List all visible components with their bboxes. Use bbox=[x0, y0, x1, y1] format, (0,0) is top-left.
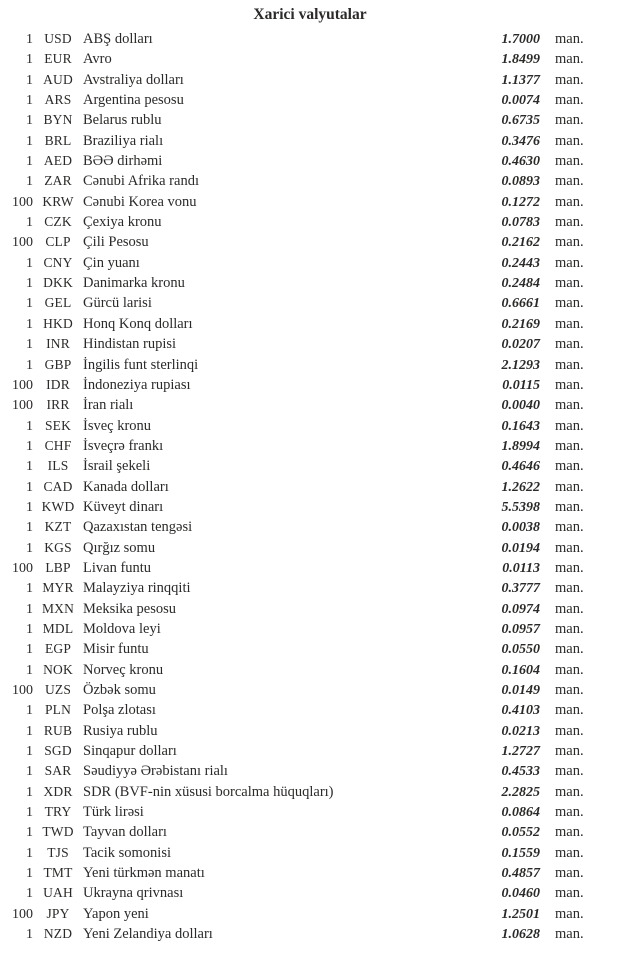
rate-value: 0.1559 bbox=[501, 845, 540, 861]
quantity-cell: 1 bbox=[26, 479, 33, 495]
quantity-cell: 1 bbox=[26, 93, 33, 109]
quantity-cell: 1 bbox=[26, 764, 33, 780]
unit-label: man. bbox=[555, 275, 584, 292]
quantity-cell: 100 bbox=[12, 398, 33, 414]
quantity-cell: 1 bbox=[26, 72, 33, 88]
rate-value: 0.0074 bbox=[501, 93, 540, 109]
currency-code: AED bbox=[43, 153, 73, 169]
currency-code: MYR bbox=[42, 580, 74, 596]
rate-value: 0.4533 bbox=[501, 764, 540, 780]
quantity-cell: 1 bbox=[26, 520, 33, 536]
unit-label: man. bbox=[555, 498, 584, 515]
rate-value: 0.0113 bbox=[502, 560, 540, 576]
currency-name: Norveç kronu bbox=[83, 661, 164, 678]
currency-name: Cənubi Korea vonu bbox=[83, 193, 197, 210]
currency-code: AUD bbox=[43, 71, 73, 87]
quantity-cell: 1 bbox=[26, 866, 33, 882]
quantity-cell: 1 bbox=[26, 744, 33, 760]
currency-code: GEL bbox=[44, 295, 72, 311]
page-title: Xarici valyutalar bbox=[253, 6, 367, 23]
quantity-cell: 1 bbox=[26, 418, 33, 434]
currency-row bbox=[0, 924, 620, 944]
quantity-cell: 1 bbox=[26, 113, 33, 129]
currency-row bbox=[0, 741, 620, 761]
currency-row bbox=[0, 599, 620, 619]
currency-name: Tacik somonisi bbox=[83, 844, 171, 861]
quantity-cell: 1 bbox=[26, 540, 33, 556]
currency-row bbox=[0, 70, 620, 90]
quantity-cell: 1 bbox=[26, 357, 33, 373]
currency-row bbox=[0, 151, 620, 171]
currency-row bbox=[0, 232, 620, 252]
currency-row bbox=[0, 253, 620, 273]
currency-row bbox=[0, 639, 620, 659]
quantity-cell: 1 bbox=[26, 276, 33, 292]
quantity-cell: 1 bbox=[26, 825, 33, 841]
currency-name: Braziliya rialı bbox=[83, 132, 164, 149]
rate-value: 0.0040 bbox=[501, 398, 540, 414]
unit-label: man. bbox=[555, 600, 584, 617]
quantity-cell: 1 bbox=[26, 174, 33, 190]
currency-code: TJS bbox=[47, 844, 69, 860]
quantity-cell: 1 bbox=[26, 215, 33, 231]
currency-code: KRW bbox=[42, 193, 74, 209]
unit-label: man. bbox=[555, 234, 584, 251]
currency-name: Hindistan rupisi bbox=[83, 336, 177, 353]
currency-name: Danimarka kronu bbox=[83, 275, 185, 292]
currency-name: Polşa zlotası bbox=[83, 702, 156, 719]
unit-label: man. bbox=[555, 132, 584, 149]
currency-code: ILS bbox=[47, 458, 69, 474]
currency-row bbox=[0, 700, 620, 720]
unit-label: man. bbox=[555, 193, 584, 210]
rate-value: 2.1293 bbox=[501, 357, 540, 373]
rate-value: 0.3777 bbox=[501, 581, 540, 597]
rate-value: 0.1272 bbox=[501, 194, 540, 210]
currency-row bbox=[0, 49, 620, 69]
currency-name: BƏƏ dirhəmi bbox=[83, 153, 163, 170]
unit-label: man. bbox=[555, 478, 584, 495]
currency-row bbox=[0, 497, 620, 517]
rate-value: 5.5398 bbox=[501, 499, 540, 515]
quantity-cell: 1 bbox=[26, 255, 33, 271]
currency-row bbox=[0, 171, 620, 191]
currency-code: CAD bbox=[43, 478, 73, 494]
rate-value: 0.0783 bbox=[501, 215, 540, 231]
currency-name: Səudiyyə Ərəbistanı rialı bbox=[83, 763, 228, 780]
currency-name: ABŞ dolları bbox=[83, 31, 153, 47]
rate-value: 0.0550 bbox=[501, 642, 540, 658]
unit-label: man. bbox=[555, 254, 584, 271]
currency-code: ZAR bbox=[44, 173, 72, 189]
rate-value: 1.1377 bbox=[501, 72, 540, 88]
currency-name: İsveçrə frankı bbox=[83, 437, 164, 454]
unit-label: man. bbox=[555, 641, 584, 658]
rate-value: 0.6661 bbox=[501, 296, 540, 312]
quantity-cell: 100 bbox=[12, 235, 33, 251]
currency-code: CZK bbox=[44, 214, 72, 230]
currency-row bbox=[0, 558, 620, 578]
quantity-cell: 1 bbox=[26, 499, 33, 515]
currency-code: NZD bbox=[43, 926, 73, 942]
currency-name: Kanada dolları bbox=[83, 478, 169, 495]
currency-name: Küveyt dinarı bbox=[83, 498, 164, 515]
unit-label: man. bbox=[555, 844, 584, 861]
unit-label: man. bbox=[555, 804, 584, 821]
quantity-cell: 1 bbox=[26, 438, 33, 454]
unit-label: man. bbox=[555, 417, 584, 434]
currency-code: CHF bbox=[44, 437, 72, 453]
currency-code: TWD bbox=[42, 824, 74, 840]
currency-row bbox=[0, 456, 620, 476]
quantity-cell: 100 bbox=[12, 194, 33, 210]
unit-label: man. bbox=[555, 783, 584, 800]
currency-row bbox=[0, 517, 620, 537]
unit-label: man. bbox=[555, 539, 584, 556]
unit-label: man. bbox=[555, 763, 584, 780]
currency-name: Moldova leyi bbox=[83, 620, 161, 637]
quantity-cell: 1 bbox=[26, 662, 33, 678]
currency-code: JPY bbox=[46, 905, 70, 921]
currency-row bbox=[0, 883, 620, 903]
currency-row bbox=[0, 477, 620, 497]
currency-row bbox=[0, 802, 620, 822]
unit-label: man. bbox=[555, 458, 584, 475]
currency-name: Gürcü larisi bbox=[83, 295, 152, 312]
currency-name: SDR (BVF-nin xüsusi borcalma hüquqları) bbox=[83, 783, 334, 800]
quantity-cell: 100 bbox=[12, 906, 33, 922]
currency-name: Çexiya kronu bbox=[83, 214, 162, 231]
currency-row bbox=[0, 822, 620, 842]
quantity-cell: 1 bbox=[26, 52, 33, 68]
currency-code: UAH bbox=[43, 885, 73, 901]
currency-row bbox=[0, 314, 620, 334]
currency-name: Özbək somu bbox=[83, 682, 156, 698]
rate-value: 0.0957 bbox=[501, 621, 540, 637]
rate-value: 1.2501 bbox=[501, 906, 540, 922]
currency-name: Yapon yeni bbox=[83, 905, 149, 922]
currency-name: Meksika pesosu bbox=[83, 600, 177, 617]
currency-row bbox=[0, 680, 620, 700]
rate-value: 0.2169 bbox=[501, 316, 540, 332]
currency-code: USD bbox=[44, 31, 72, 46]
quantity-cell: 1 bbox=[26, 337, 33, 353]
quantity-cell: 1 bbox=[26, 133, 33, 149]
unit-label: man. bbox=[555, 519, 584, 536]
rate-value: 0.4857 bbox=[501, 866, 540, 882]
currency-row bbox=[0, 293, 620, 313]
currency-name: Honq Konq dolları bbox=[83, 315, 193, 332]
currency-code: DKK bbox=[43, 275, 73, 291]
currency-row bbox=[0, 578, 620, 598]
currency-code: BYN bbox=[43, 112, 73, 128]
quantity-cell: 1 bbox=[26, 32, 33, 47]
currency-row bbox=[0, 334, 620, 354]
currency-code: GBP bbox=[44, 356, 72, 372]
rate-value: 0.3476 bbox=[501, 133, 540, 149]
currency-row bbox=[0, 660, 620, 680]
currency-name: Rusiya rublu bbox=[83, 722, 158, 739]
currency-name: Yeni Zelandiya dolları bbox=[83, 926, 213, 943]
currency-code: IRR bbox=[46, 397, 70, 413]
currency-row bbox=[0, 192, 620, 212]
currency-code: EGP bbox=[44, 641, 72, 657]
quantity-cell: 1 bbox=[26, 886, 33, 902]
currency-name: Türk lirəsi bbox=[83, 804, 144, 821]
currency-row bbox=[0, 721, 620, 741]
currency-name: İran rialı bbox=[83, 397, 134, 414]
currency-code: SGD bbox=[44, 743, 72, 759]
quantity-cell: 1 bbox=[26, 621, 33, 637]
rate-value: 0.0893 bbox=[501, 174, 540, 190]
quantity-cell: 1 bbox=[26, 296, 33, 312]
rate-value: 0.2484 bbox=[501, 276, 540, 292]
unit-label: man. bbox=[555, 905, 584, 922]
rate-value: 0.0213 bbox=[501, 723, 540, 739]
unit-label: man. bbox=[555, 865, 584, 882]
unit-label: man. bbox=[555, 214, 584, 231]
quantity-cell: 1 bbox=[26, 459, 33, 475]
currency-code: TMT bbox=[43, 865, 73, 881]
currency-row bbox=[0, 355, 620, 375]
rate-value: 0.0207 bbox=[501, 337, 540, 353]
rate-value: 0.0552 bbox=[501, 825, 540, 841]
currency-row bbox=[0, 436, 620, 456]
rate-value: 0.0974 bbox=[501, 601, 540, 617]
currency-row bbox=[0, 375, 620, 395]
unit-label: man. bbox=[555, 397, 584, 414]
currency-code: TRY bbox=[44, 804, 72, 820]
currency-name: Qazaxıstan tengəsi bbox=[83, 519, 193, 536]
rate-value: 0.4646 bbox=[501, 459, 540, 475]
rates-table bbox=[0, 29, 620, 944]
currency-code: EUR bbox=[44, 51, 72, 67]
currency-name: Avro bbox=[83, 51, 112, 68]
quantity-cell: 1 bbox=[26, 154, 33, 170]
currency-name: Qırğız somu bbox=[83, 539, 156, 556]
unit-label: man. bbox=[555, 92, 584, 109]
rate-value: 1.0628 bbox=[501, 927, 540, 943]
rate-value: 0.0115 bbox=[502, 377, 540, 393]
unit-label: man. bbox=[555, 336, 584, 353]
currency-code: MXN bbox=[41, 600, 75, 616]
currency-code: UZS bbox=[44, 682, 72, 697]
currency-name: Avstraliya dolları bbox=[83, 71, 184, 88]
currency-name: İsrail şekeli bbox=[83, 458, 151, 475]
rate-value: 0.2162 bbox=[501, 235, 540, 251]
rate-value: 1.2622 bbox=[501, 479, 540, 495]
currency-row bbox=[0, 29, 620, 49]
currency-code: HKD bbox=[43, 315, 73, 331]
currency-name: Belarus rublu bbox=[83, 112, 162, 129]
unit-label: man. bbox=[555, 295, 584, 312]
quantity-cell: 1 bbox=[26, 927, 33, 943]
currency-code: MDL bbox=[42, 620, 74, 636]
rate-value: 0.0038 bbox=[501, 520, 540, 536]
unit-label: man. bbox=[555, 31, 584, 47]
currency-name: Ukrayna qrivnası bbox=[83, 885, 184, 902]
quantity-cell: 1 bbox=[26, 642, 33, 658]
unit-label: man. bbox=[555, 356, 584, 373]
unit-label: man. bbox=[555, 743, 584, 760]
currency-row bbox=[0, 416, 620, 436]
currency-code: LBP bbox=[45, 559, 71, 575]
currency-code: KZT bbox=[44, 519, 72, 535]
currency-name: Çili Pesosu bbox=[83, 234, 149, 251]
unit-label: man. bbox=[555, 559, 584, 576]
currency-code: KGS bbox=[44, 539, 72, 555]
rate-value: 0.0194 bbox=[501, 540, 540, 556]
currency-code: CLP bbox=[45, 234, 71, 250]
currency-name: Tayvan dolları bbox=[83, 824, 167, 841]
rate-value: 0.0149 bbox=[501, 683, 540, 698]
unit-label: man. bbox=[555, 885, 584, 902]
rate-value: 0.4630 bbox=[501, 154, 540, 170]
rate-value: 1.7000 bbox=[501, 32, 540, 47]
unit-label: man. bbox=[555, 112, 584, 129]
currency-code: RUB bbox=[43, 722, 73, 738]
currency-row bbox=[0, 212, 620, 232]
unit-label: man. bbox=[555, 926, 584, 943]
unit-label: man. bbox=[555, 702, 584, 719]
currency-name: Çin yuanı bbox=[83, 254, 140, 271]
unit-label: man. bbox=[555, 580, 584, 597]
rate-value: 0.1643 bbox=[501, 418, 540, 434]
currency-code: SEK bbox=[44, 417, 72, 433]
currency-name: İsveç kronu bbox=[83, 417, 152, 434]
currency-row bbox=[0, 110, 620, 130]
currency-code: BRL bbox=[44, 132, 72, 148]
rate-value: 0.0864 bbox=[501, 805, 540, 821]
rate-value: 0.4103 bbox=[501, 703, 540, 719]
unit-label: man. bbox=[555, 437, 584, 454]
currency-row bbox=[0, 782, 620, 802]
currency-row bbox=[0, 904, 620, 924]
unit-label: man. bbox=[555, 661, 584, 678]
currency-name: İndoneziya rupiası bbox=[83, 376, 191, 393]
quantity-cell: 1 bbox=[26, 581, 33, 597]
unit-label: man. bbox=[555, 153, 584, 170]
quantity-cell: 1 bbox=[26, 723, 33, 739]
unit-label: man. bbox=[555, 51, 584, 68]
currency-row bbox=[0, 131, 620, 151]
currency-code: NOK bbox=[43, 661, 73, 677]
rate-value: 0.0460 bbox=[501, 886, 540, 902]
rate-value: 0.1604 bbox=[501, 662, 540, 678]
currency-row bbox=[0, 395, 620, 415]
currency-name: Cənubi Afrika randı bbox=[83, 173, 199, 190]
currency-name: Misir funtu bbox=[83, 641, 149, 658]
quantity-cell: 1 bbox=[26, 784, 33, 800]
currency-code: XDR bbox=[43, 783, 73, 799]
unit-label: man. bbox=[555, 682, 584, 698]
currency-name: İngilis funt sterlinqi bbox=[83, 356, 199, 373]
unit-label: man. bbox=[555, 71, 584, 88]
unit-label: man. bbox=[555, 315, 584, 332]
currency-row bbox=[0, 843, 620, 863]
currency-code: PLN bbox=[44, 702, 72, 718]
unit-label: man. bbox=[555, 722, 584, 739]
quantity-cell: 1 bbox=[26, 805, 33, 821]
currency-code: KWD bbox=[41, 498, 75, 514]
currency-code: CNY bbox=[43, 254, 73, 270]
rate-value: 2.2825 bbox=[501, 784, 540, 800]
currency-name: Sinqapur dolları bbox=[83, 743, 177, 760]
currency-row bbox=[0, 273, 620, 293]
quantity-cell: 100 bbox=[12, 683, 33, 698]
unit-label: man. bbox=[555, 376, 584, 393]
currency-code: ARS bbox=[44, 92, 72, 108]
rate-value: 0.2443 bbox=[501, 255, 540, 271]
currency-name: Livan funtu bbox=[83, 559, 152, 576]
quantity-cell: 100 bbox=[12, 377, 33, 393]
currency-row bbox=[0, 863, 620, 883]
rate-value: 1.8499 bbox=[501, 52, 540, 68]
currency-row bbox=[0, 90, 620, 110]
unit-label: man. bbox=[555, 824, 584, 841]
currency-name: Argentina pesosu bbox=[83, 92, 184, 109]
rate-value: 1.8994 bbox=[501, 438, 540, 454]
currency-code: IDR bbox=[46, 376, 70, 392]
unit-label: man. bbox=[555, 620, 584, 637]
currency-code: SAR bbox=[44, 763, 72, 779]
currency-row bbox=[0, 538, 620, 558]
unit-label: man. bbox=[555, 173, 584, 190]
rate-value: 0.6735 bbox=[501, 113, 540, 129]
currency-row bbox=[0, 761, 620, 781]
quantity-cell: 1 bbox=[26, 316, 33, 332]
quantity-cell: 1 bbox=[26, 703, 33, 719]
quantity-cell: 1 bbox=[26, 601, 33, 617]
currency-name: Malayziya rinqqiti bbox=[83, 580, 191, 597]
currency-code: INR bbox=[46, 336, 70, 352]
quantity-cell: 1 bbox=[26, 845, 33, 861]
quantity-cell: 100 bbox=[12, 560, 33, 576]
currency-row bbox=[0, 619, 620, 639]
rate-value: 1.2727 bbox=[501, 744, 540, 760]
currency-name: Yeni türkmən manatı bbox=[83, 865, 205, 882]
